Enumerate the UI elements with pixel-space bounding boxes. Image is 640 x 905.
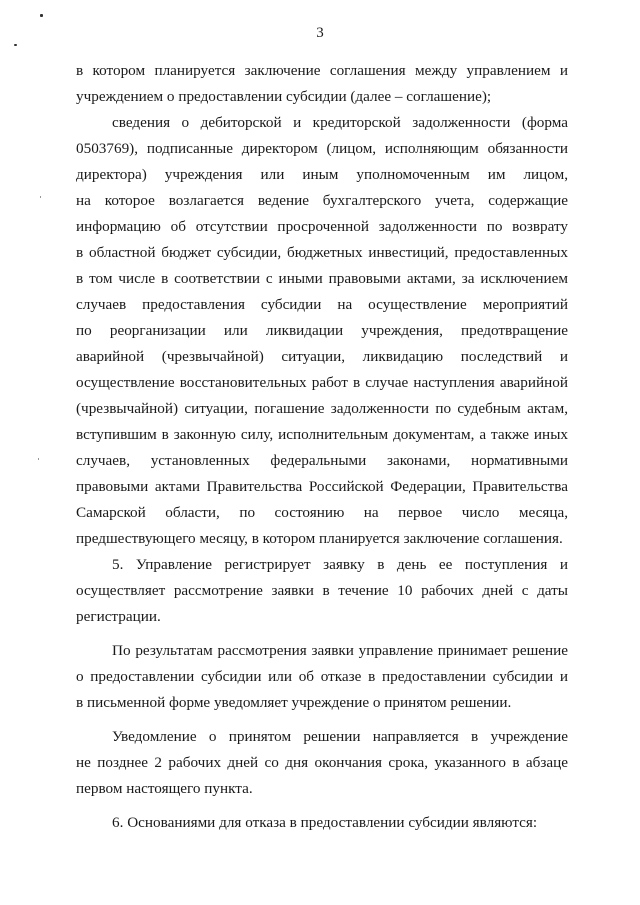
text-line: в письменной форме уведомляет учреждение о принятом решении.: [76, 694, 512, 711]
text-line: в том числе в соответствии с иными правовыми актами, за исключением: [76, 270, 568, 287]
text-line: о предоставлении субсидии или об отказе в предоставлении субсидии и: [76, 668, 568, 685]
paragraph-gap: [76, 716, 568, 724]
paragraph-gap: [76, 802, 568, 810]
scan-speck: [40, 196, 41, 198]
text-line: осуществление восстановительных работ в случае наступления аварийной: [76, 374, 568, 391]
text-line: аварийной (чрезвычайной) ситуации, ликвидацию последствий и: [76, 348, 568, 365]
text-line: 0503769), подписанные директором (лицом, исполняющим обязанности: [76, 140, 568, 157]
text-line: правовыми актами Правительства Российской Федерации, Правительства: [76, 478, 568, 495]
text-line: директора) учреждения или иным уполномоченным им лицом,: [76, 166, 568, 183]
text-line: 5. Управление регистрирует заявку в день ее поступления и: [112, 556, 568, 573]
text-line: первом настоящего пункта.: [76, 780, 253, 797]
text-line: регистрации.: [76, 608, 161, 625]
text-line: осуществляет рассмотрение заявки в течение 10 рабочих дней с даты: [76, 582, 568, 599]
text-line: Самарской области, по состоянию на первое число месяца,: [76, 504, 568, 521]
text-line: случаев предоставления субсидии на осуществление мероприятий: [76, 296, 568, 313]
text-line: в котором планируется заключение соглашения между управлением и: [76, 62, 568, 79]
text-line: в областной бюджет субсидии, бюджетных инвестиций, предоставленных: [76, 244, 568, 261]
text-line: Уведомление о принятом решении направляется в учреждение: [112, 728, 568, 745]
text-line: информацию об отсутствии просроченной задолженности по возврату: [76, 218, 568, 235]
text-line: сведения о дебиторской и кредиторской задолженности (форма: [112, 114, 568, 131]
scan-speck: [38, 458, 39, 460]
document-body: [76, 58, 568, 836]
text-line: не позднее 2 рабочих дней со дня окончания срока, указанного в абзаце: [76, 754, 568, 771]
text-line: на которое возлагается ведение бухгалтерского учета, содержащие: [76, 192, 568, 209]
text-line: предшествующего месяцу, в котором планируется заключение соглашения.: [76, 530, 563, 547]
text-line: учреждением о предоставлении субсидии (далее – соглашение);: [76, 88, 492, 105]
text-line: 6. Основаниями для отказа в предоставлении субсидии являются:: [112, 814, 538, 831]
text-line: вступившим в законную силу, исполнительным документам, а также иных: [76, 426, 568, 443]
text-line: по реорганизации или ликвидации учреждения, предотвращение: [76, 322, 568, 339]
scan-speck: [40, 14, 43, 17]
text-line: По результатам рассмотрения заявки управление принимает решение: [112, 642, 568, 659]
text-line: (чрезвычайной) ситуации, погашение задолженности по судебным актам,: [76, 400, 568, 417]
paragraph-gap: [76, 630, 568, 638]
text-line: случаев, установленных федеральными законами, нормативными: [76, 452, 568, 469]
scan-speck: [14, 44, 17, 46]
page-number: 3: [316, 25, 324, 41]
